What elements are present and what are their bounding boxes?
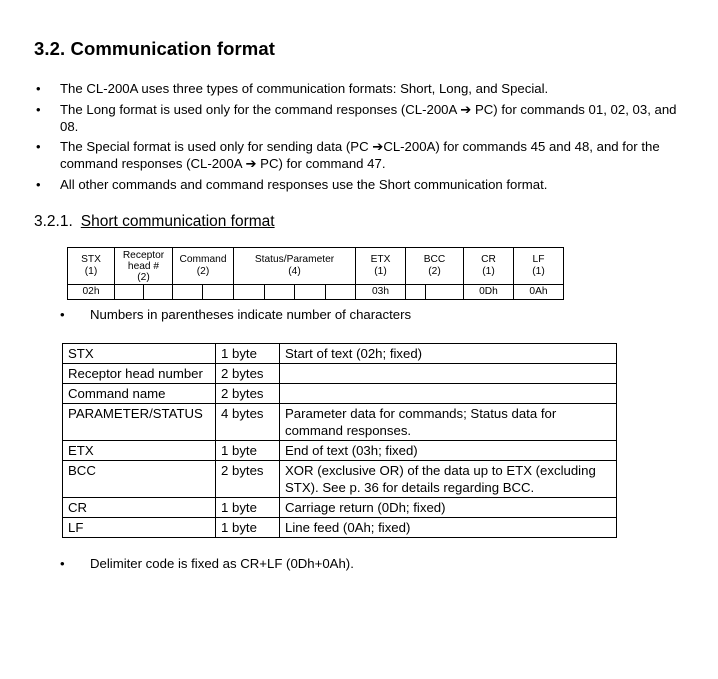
field-description: XOR (exclusive OR) of the data up to ETX (excluding STX). See p. 36 for details regarding BCC.	[280, 461, 617, 498]
field-name: CR	[63, 498, 216, 518]
bullet-icon: •	[36, 176, 41, 192]
frame-value-cell	[203, 285, 234, 300]
frame-value-cr: 0Dh	[464, 285, 514, 300]
bullet-item	[34, 101, 684, 135]
frame-value-stx: 02h	[68, 285, 115, 300]
bullet-icon: •	[36, 81, 41, 96]
frame-header-stx: STX (1)	[68, 248, 115, 285]
frame-header-etx: ETX (1)	[356, 248, 406, 285]
bullet-item	[34, 80, 684, 97]
table-row	[63, 498, 617, 518]
format-bullet-list	[34, 80, 684, 196]
table-row	[63, 364, 617, 384]
frame-header-lf: LF (1)	[514, 248, 564, 285]
field-size: 1 byte	[216, 441, 280, 461]
bullet-icon: •	[36, 139, 41, 154]
field-description: Line feed (0Ah; fixed)	[280, 518, 617, 538]
bullet-icon: •	[36, 101, 41, 117]
frame-header-receptor-head: Receptor head # (2)	[115, 248, 173, 285]
field-size: 2 bytes	[216, 384, 280, 404]
field-name: LF	[63, 518, 216, 538]
frame-header-cr: CR (1)	[464, 248, 514, 285]
field-size: 2 bytes	[216, 461, 280, 498]
field-size: 2 bytes	[216, 364, 280, 384]
field-description	[280, 384, 617, 404]
subsection-title: Short communication format	[80, 213, 275, 230]
bullet-item	[34, 138, 684, 172]
field-name: STX	[63, 344, 216, 364]
bullet-text: The Long format is used only for the command responses (CL-200A ➔ PC) for commands 01, 02, 03, and 08.	[60, 101, 677, 134]
frame-value-cell	[265, 285, 295, 300]
short-format-frame-table	[67, 247, 564, 300]
section-heading: 3.2. Communication format	[34, 38, 275, 59]
frame-value-cell	[234, 285, 265, 300]
field-size: 1 byte	[216, 498, 280, 518]
field-description: Parameter data for commands; Status data for command responses.	[280, 404, 617, 441]
frame-value-cell	[406, 285, 426, 300]
bullet-icon: •	[60, 307, 65, 322]
frame-value-cell	[295, 285, 326, 300]
field-description: Start of text (02h; fixed)	[280, 344, 617, 364]
field-size: 1 byte	[216, 344, 280, 364]
bullet-text: The Special format is used only for sending data (PC ➔CL-200A) for commands 45 and 48, and for the command responses (CL-200A ➔ PC) for command 47.	[60, 139, 660, 171]
frame-value-cell	[426, 285, 464, 300]
delimiter-note-text: Delimiter code is fixed as CR+LF (0Dh+0Ah).	[90, 556, 354, 571]
frame-header-status-parameter: Status/Parameter (4)	[234, 248, 356, 285]
field-name: Receptor head number	[63, 364, 216, 384]
field-size: 1 byte	[216, 518, 280, 538]
bullet-item	[34, 176, 684, 193]
subsection-number: 3.2.1.	[34, 213, 73, 230]
subsection-heading	[34, 213, 275, 231]
field-name: ETX	[63, 441, 216, 461]
bullet-text: All other commands and command responses use the Short communication format.	[60, 176, 548, 192]
table-row	[63, 384, 617, 404]
field-size: 4 bytes	[216, 404, 280, 441]
frame-header-command: Command (2)	[173, 248, 234, 285]
frame-value-etx: 03h	[356, 285, 406, 300]
table-row	[63, 461, 617, 498]
frame-value-receptor-head	[115, 285, 173, 300]
bullet-icon: •	[60, 556, 65, 571]
table-row	[63, 518, 617, 538]
field-description-table	[62, 343, 617, 538]
frame-value-cell	[326, 285, 356, 300]
field-name: BCC	[63, 461, 216, 498]
table-row	[63, 441, 617, 461]
frame-value-lf: 0Ah	[514, 285, 564, 300]
frame-value-cell	[173, 285, 203, 300]
field-name: Command name	[63, 384, 216, 404]
table-row	[63, 404, 617, 441]
parentheses-note-text: Numbers in parentheses indicate number of characters	[90, 307, 412, 322]
field-name: PARAMETER/STATUS	[63, 404, 216, 441]
table-row	[63, 344, 617, 364]
frame-header-bcc: BCC (2)	[406, 248, 464, 285]
field-description: End of text (03h; fixed)	[280, 441, 617, 461]
bullet-text: The CL-200A uses three types of communication formats: Short, Long, and Special.	[60, 81, 549, 96]
field-description: Carriage return (0Dh; fixed)	[280, 498, 617, 518]
field-description	[280, 364, 617, 384]
